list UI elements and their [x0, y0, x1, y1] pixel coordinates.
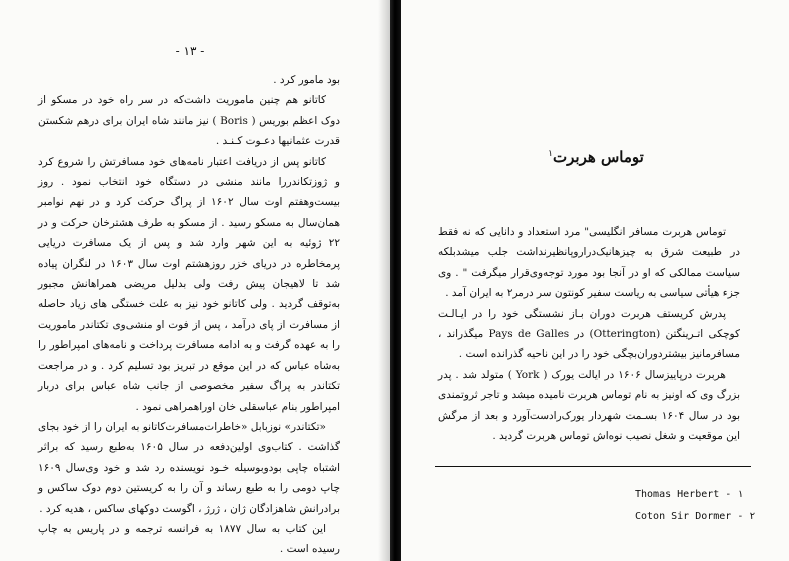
footnote: Thomas Herbert - ١ [635, 489, 744, 500]
paragraph: این کتاب به سال ۱۸۷۷ به فرانسه ترجمه و در پاریس به چاپ رسیده است . [38, 522, 340, 556]
book-gutter [390, 0, 401, 561]
paragraph: پدرش کریستف هربرت دوران بـاز نشستگی خود را در ایـالـت کوچکی اتـرینگتن (Otterington) در Pays de Galles میگذراند ، مسافرما‌نیز بیشتردوران‌بچگی خود را در این ناحیه گذرانده است . [438, 307, 740, 361]
book-gutter-shadow [378, 0, 390, 561]
chapter-title-footnote-mark: ۱ [548, 149, 553, 159]
chapter-title [531, 148, 661, 166]
paragraph: بود مامور کرد . [273, 74, 340, 86]
left-page [0, 0, 392, 561]
footnote-divider [435, 466, 751, 467]
paragraph: توماس هربرت مسافر انگلیسی" مرد استعداد و دانایی که نه فقط در طبیعت شرق به چیزها‌نیک‌در‌اروپا‌نظیرنداشت جلب میشد‌بلکه سیاست ممالکی که او در آنجا بود مورد توجه‌وی‌قرار میگرفت " . وی جزء هیأتی سیاسی به ریاست سفیر کونتون سر درمر۲ به ایران آمد . [438, 226, 740, 300]
chapter-title-text: توماس هربرت [553, 148, 644, 166]
page-number: - ١٣ - [175, 44, 205, 58]
paragraph: کاتانو پس از دریافت اعتبار نامه‌های خود مسافرتش را شروع کرد و ژوزتکاندررا مانند منشی در دستگاه خود انتخاب نمود . روز بیست‌وهفتم اوت سال ۱۶۰۲ از پراگ حرکت کرد و در نهم نوامبر همان‌سال به مسکو رسید . از مسکو به طرف هشترخان حرکت و در ۲۲ ژوئیه به این شهر وارد شد و پس از یک مسافرت دریایی پرمخاطره در دریای خزر روزهشتم اوت سال ۱۶۰۳ در لنگران پیاده شد تا لاهیجان پیش رفت ولی بدلیل مریضی همراهانش مجبور به‌توقف گردید . ولی کاتانو خود نیز به علت خستگی های زیاد حاصله از مسافرت از پای درآمد ، پس از فوت او منشی‌وی تکتاندر ماموریت را به عهده گرفت و به ادامه مسافرت پرداخت و نامه‌های امپراطور را به‌شاه عباس که در این موقع در تبریز بود تسلیم کرد . و در مراجعت تکتاندر به پراگ سفیر مخصوصی از جانب شاه عباس برای دربار امپراطور بنام عباسقلی خان اوراهمراهی نمود . [38, 155, 341, 413]
paragraph: هربرت در‌پاییزسال ۱۶۰۶ در ایالت یورک ( York ) متولد شد . پدر بزرگ وی که اونیز به نام توماس هربرت نامیده میشد و تاجر ثروتمندی بود در سال ۱۶۰۴ بسـمت شهردار یورک‌رادست‌آورد و بعد از مرگش این موقعیت و شغل نصیب نوه‌اش توماس هربرت گردید . [438, 368, 740, 443]
paragraph: «تکتاندر» نوزبابل «خاطرات‌مسافرت‌کاتانو به ایران را از خود بجای گذاشت . کتاب‌وی اولین‌دفعه در سال ۱۶۰۵ به‌طبع رسید که براثر اشتباه چاپی بودوبوسیله خـود نویسنده رد شد و خود وی‌سال ۱۶۰۹ چاپ دومی را به طبع رساند و آن را به کریستین دوم دوک ساکس و برادرانش شاهزادگان ژان ، ژرژ ، اگوست دوکهای ساکس ، هدیه کرد . [38, 420, 340, 515]
footnotes [635, 484, 775, 528]
right-page-body [438, 222, 740, 446]
right-page [401, 0, 789, 561]
footnote: Coton Sir Dormer - ٢ [635, 511, 756, 522]
left-page-body [38, 70, 340, 560]
paragraph: کاتانو هم چنین ماموریت داشت‌که در سر راه خود در مسکو از دوک اعظم بوریس ( Boris ) نیز مانند شاه ایران برای درهم شکستن قدرت عثمانیها دعـوت کـنـد . [38, 94, 340, 148]
